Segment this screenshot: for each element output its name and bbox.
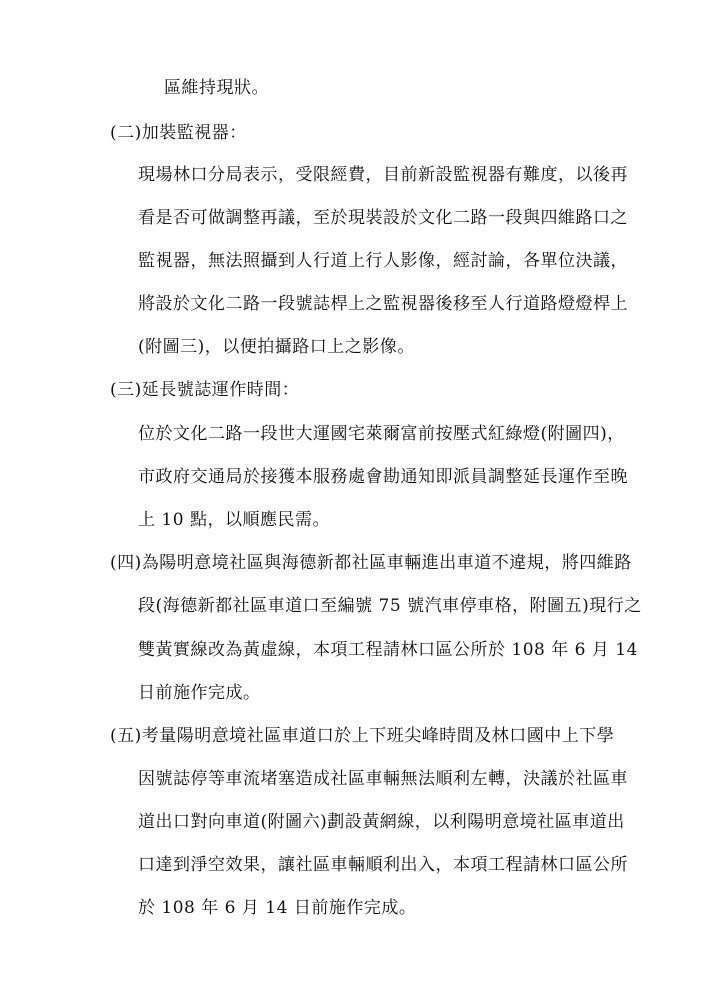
section-2-line-5: (附圖三)，以便拍攝路口上之影像。 bbox=[138, 337, 415, 357]
section-2-line-1: 現場林口分局表示，受限經費，目前新設監視器有難度，以後再 bbox=[138, 165, 628, 185]
section-3-line-3: 上 10 點，以順應民需。 bbox=[138, 510, 330, 530]
section-2-line-4: 將設於文化二路一段號誌桿上之監視器後移至人行道路燈燈桿上 bbox=[138, 294, 628, 314]
section-3-line-1: 位於文化二路一段世大運國宅萊爾富前按壓式紅綠燈(附圖四)， bbox=[138, 424, 625, 444]
section-2-line-2: 看是否可做調整再議，至於現裝設於文化二路一段與四維路口之 bbox=[138, 208, 628, 228]
section-5-heading: (五)考量陽明意境社區車道口於上下班尖峰時間及林口國中上下學 bbox=[110, 726, 615, 746]
section-2-line-3: 監視器，無法照攝到人行道上行人影像，經討論，各單位決議， bbox=[138, 251, 628, 271]
section-2-heading: (二)加裝監視器： bbox=[110, 123, 247, 143]
section-3-heading: (三)延長號誌運作時間： bbox=[110, 380, 300, 400]
section-4-heading: (四)為陽明意境社區與海德新都社區車輛進出車道不違規，將四維路 bbox=[110, 553, 632, 573]
section-5-line-2: 道出口對向車道(附圖六)劃設黃網線，以利陽明意境社區車道出 bbox=[138, 812, 625, 832]
section-4-line-2: 雙黃實線改為黃虛線，本項工程請林口區公所於 108 年 6 月 14 bbox=[138, 640, 638, 660]
section-5-line-3: 口達到淨空效果，讓社區車輛順利出入，本項工程請林口區公所 bbox=[138, 855, 628, 875]
section-4-line-3: 日前施作完成。 bbox=[138, 683, 261, 703]
section-5-line-4: 於 108 年 6 月 14 日前施作完成。 bbox=[138, 898, 417, 918]
section-3-line-2: 市政府交通局於接獲本服務處會勘通知即派員調整延長運作至晚 bbox=[138, 467, 628, 487]
section-5-line-1: 因號誌停等車流堵塞造成社區車輛無法順利左轉，決議於社區車 bbox=[138, 769, 628, 789]
section-4-line-1: 段(海德新都社區車道口至編號 75 號汽車停車格，附圖五)現行之 bbox=[138, 596, 642, 616]
intro-continuation: 區維持現狀。 bbox=[164, 78, 269, 98]
